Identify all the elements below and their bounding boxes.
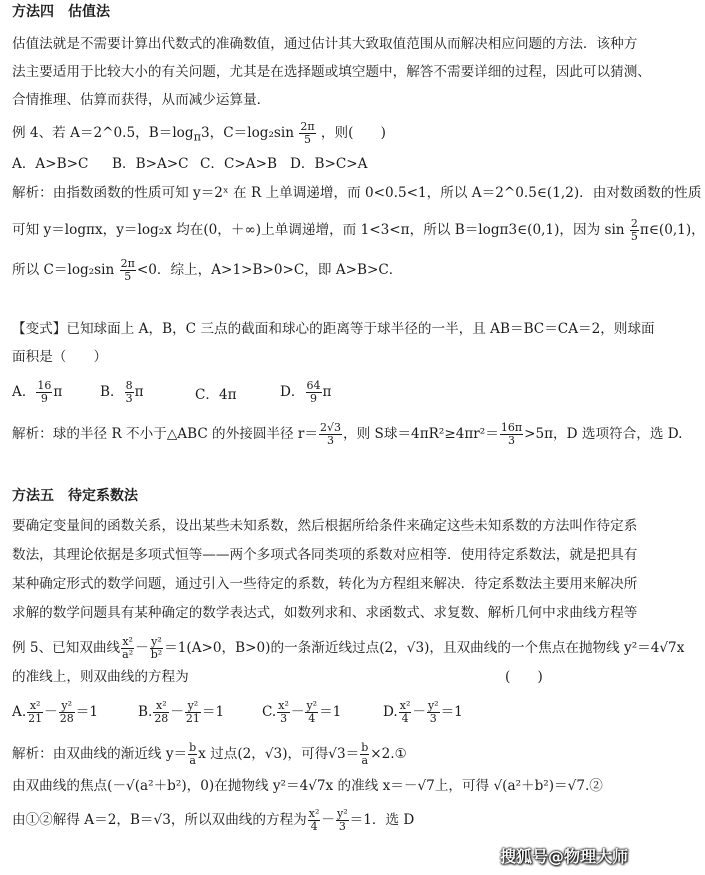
example-4-stem: 例 4、若 A＝2^0.5，$B=\log_\pi 3$，C＝log₂sin $\frac{2\pi}{5}$ ，则( ) — [12, 120, 386, 146]
paragraph-line: 某种确定形式的数学问题，通过引入一些待定的系数，转化为方程组来解决．待定系数法主要用来解决所 — [12, 576, 638, 592]
example-4-solution-line: 可知 y＝logπx，y＝log₂x 均在(0，＋∞)上单调递增，而 1<3<π，所以 B＝logπ3∈(0,1)，因为 sin $\frac{2}{5}$ π∈(0,1)， — [12, 217, 705, 243]
paragraph-line: 求解的数学问题具有某种确定的数学表达式，如数列求和、求函数式、求复数、解析几何中求曲线方程等 — [12, 605, 638, 621]
variant-option-a: A． $\frac{16}{9}$ π — [12, 379, 63, 405]
example-4-option-b: B．B>A>C — [112, 156, 189, 172]
example-5-solution-line: 由①②解得 A＝2，B＝√3，所以双曲线的方程为 $\frac{\text{x²}}{4}$ － $\frac{\text{y²}}{3}$ ＝1．选 D — [12, 807, 415, 833]
paragraph-line: 法主要适用于比较大小的有关问题，尤其是在选择题或填空题中，解答不需要详细的过程，因此可以猜测、 — [12, 64, 651, 80]
example-5-option-b: B. $\frac{\text{x²}}{28}$ － $\frac{\text{y²}}{21}$ ＝1 — [138, 699, 225, 725]
example-5-stem: 的准线上，则双曲线的方程为 — [12, 669, 189, 685]
variant-option-c: C．4π — [195, 387, 237, 403]
example-4-solution-line: 解析：由指数函数的性质可知 y＝2ˣ 在 R 上单调递增，而 0<0.5<1，所以 A＝2^0.5∈(1,2)．由对数函数的性质 — [12, 185, 702, 201]
variant-stem: 【变式】已知球面上 A，B，C 三点的截面和球心的距离等于球半径的一半，且 AB＝BC＝CA＝2，则球面 — [12, 321, 655, 337]
example-5-option-d: D. $\frac{\text{x²}}{4}$ － $\frac{\text{y²}}{3}$ ＝1 — [383, 699, 463, 725]
variant-option-b: B． $\frac{8}{3}$ π — [100, 379, 144, 405]
example-4-solution-line: 所以 C＝log₂sin $\frac{2\pi}{5}$ <0．综上，A>1>B>0>C，即 A>B>C． — [12, 257, 403, 283]
variant-stem: 面积是（ ） — [12, 349, 108, 365]
example-5-solution-line: 由双曲线的焦点(－√(a²＋b²)，0)在抛物线 y²＝4√7x 的准线 x＝－√7上，可得 √(a²＋b²)＝√7.② — [12, 778, 603, 794]
example-5-option-a: A. $\frac{\text{x²}}{21}$ － $\frac{\text{y²}}{28}$ ＝1 — [12, 699, 98, 725]
paragraph-line: 数法，其理论依据是多项式恒等——两个多项式各同类项的系数对应相等．使用待定系数法，就是把具有 — [12, 547, 638, 563]
section-heading-estimation: 方法四 估值法 — [12, 4, 110, 20]
example-4-option-d: D．B>C>A — [290, 156, 368, 172]
example-5-stem: 例 5、已知双曲线 $\frac{\text{x²}}{\text{a²}}$ － $\frac{\text{y²}}{\text{b²}}$ ＝1(A>0，B>0)的一条渐近线过点(2，√3)，且双曲线的一个焦点在抛物线 y²＝4√7x — [12, 635, 685, 661]
example-5-option-c: C. $\frac{\text{x²}}{3}$ － $\frac{\text{y²}}{4}$ ＝1 — [262, 699, 342, 725]
variant-solution: 解析：球的半径 R 不小于△ABC 的外接圆半径 r＝ $\frac{2√3}{3}$ ，则 S球＝4πR²≥4πr²＝ $\frac{16\pi}{3}$ >5π，D 选项符合，选 D. — [12, 421, 683, 447]
example-4-option-a: A．A>B>C — [12, 156, 89, 172]
paragraph-line: 要确定变量间的函数关系，设出某些未知系数，然后根据所给条件来确定这些未知系数的方法叫作待定系 — [12, 518, 638, 534]
example-4-option-c: C．C>A>B — [200, 156, 277, 172]
variant-option-d: D． $\frac{64}{9}$ π — [280, 379, 332, 405]
example-5-answer-paren: ( ) — [505, 669, 543, 685]
fraction: $\frac{2\pi}{5}$ — [300, 120, 315, 146]
paragraph-line: 合情推理、估算而获得，从而减少运算量． — [12, 92, 271, 108]
example-5-solution-line: 解析：由双曲线的渐近线 y＝ $\frac{b}{a}$ x 过点(2，√3)，可得√3＝ $\frac{b}{a}$ ×2.① — [12, 741, 407, 767]
section-heading-undetermined-coefficients: 方法五 待定系数法 — [12, 488, 138, 504]
paragraph-line: 估值法就是不需要计算出代数式的准确数值，通过估计其大致取值范围从而解决相应问题的方法．该种方 — [12, 36, 638, 52]
watermark: 搜狐号@物理大师 — [499, 847, 628, 866]
